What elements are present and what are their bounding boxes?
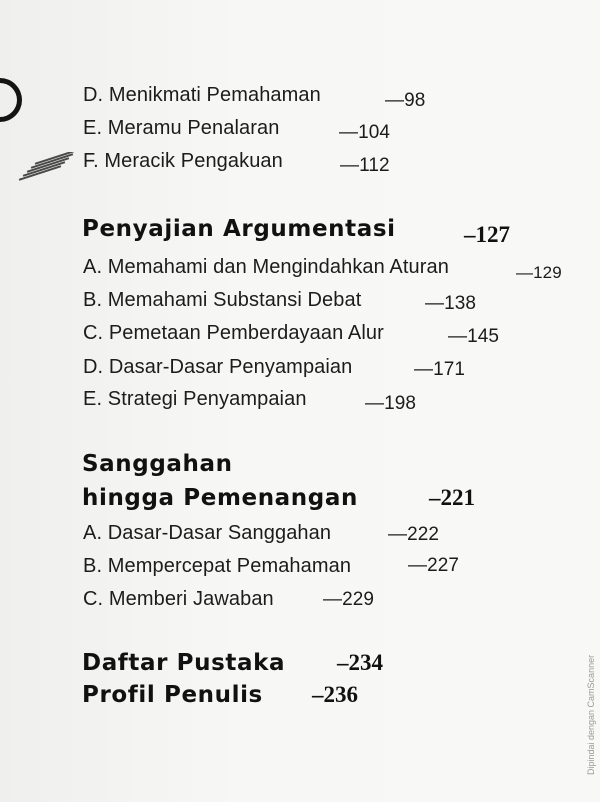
toc-entry-page: —229: [323, 589, 375, 610]
toc-entry-b-mempercepat: [83, 555, 460, 578]
toc-entry-label: E. Strategi Penyampaian: [83, 388, 307, 410]
chapter-title: Penyajian Argumentasi: [82, 216, 396, 242]
toc-entry-page: —104: [339, 122, 391, 143]
toc-entry-label: D. Dasar-Dasar Penyampaian: [83, 356, 353, 378]
chapter-heading-daftar-pustaka: [82, 650, 383, 676]
toc-entry-c-pemetaan: [83, 322, 500, 347]
toc-entry-b-substansi: [83, 289, 477, 314]
chapter-title: Daftar Pustaka: [82, 650, 286, 676]
toc-entry-label: A. Memahami dan Mengindahkan Aturan: [83, 256, 449, 278]
chapter-title-line2: hingga Pemenangan: [82, 485, 358, 511]
toc-entry-page: —112: [340, 155, 390, 176]
toc-entry-a-aturan: [83, 256, 562, 282]
chapter-heading-sanggahan-line1: [82, 451, 233, 477]
toc-entry-label: B. Mempercepat Pemahaman: [83, 555, 352, 577]
chapter-page: –127: [464, 222, 510, 247]
scanner-watermark: Dipindai dengan CamScanner: [586, 654, 596, 775]
toc-entry-page: —198: [365, 393, 417, 414]
toc-entry-label: D. Menikmati Pemahaman: [83, 84, 321, 106]
toc-entry-page: —98: [385, 90, 426, 111]
toc-entry-label: E. Meramu Penalaran: [83, 117, 280, 139]
hatch-decoration: [16, 152, 74, 182]
chapter-heading-profil-penulis: [82, 682, 358, 708]
toc-entry-page: —171: [414, 359, 466, 380]
chapter-heading-sanggahan-line2: [82, 485, 475, 511]
chapter-heading-argumentasi: [82, 216, 510, 247]
toc-entry-d-menikmati: [83, 84, 426, 111]
toc-entry-label: C. Memberi Jawaban: [83, 588, 274, 610]
toc-entry-label: F. Meracik Pengakuan: [83, 150, 283, 172]
toc-entry-page: —145: [448, 326, 500, 347]
chapter-title: Profil Penulis: [82, 682, 263, 708]
chapter-page: –221: [429, 485, 475, 510]
toc-entry-label: A. Dasar-Dasar Sanggahan: [83, 522, 332, 544]
margin-arc-decoration: [0, 78, 22, 122]
toc-entry-d-dasar-penyampaian: [83, 356, 466, 380]
toc-entry-c-jawaban: [83, 588, 375, 611]
chapter-title-line1: Sanggahan: [82, 451, 233, 477]
chapter-page: –234: [337, 650, 383, 675]
toc-entry-page: —227: [408, 555, 460, 576]
toc-entry-label: B. Memahami Substansi Debat: [83, 289, 362, 311]
toc-entry-a-sanggahan: [83, 522, 440, 545]
toc-entry-e-meramu: [83, 117, 391, 143]
toc-entry-page: —222: [388, 524, 440, 545]
toc-entry-f-meracik: [83, 150, 390, 176]
chapter-page: –236: [312, 682, 358, 707]
toc-entry-e-strategi: [83, 388, 417, 414]
toc-entry-page: —129: [516, 263, 562, 282]
toc-entry-label: C. Pemetaan Pemberdayaan Alur: [83, 322, 384, 344]
toc-entry-page: —138: [425, 293, 477, 314]
